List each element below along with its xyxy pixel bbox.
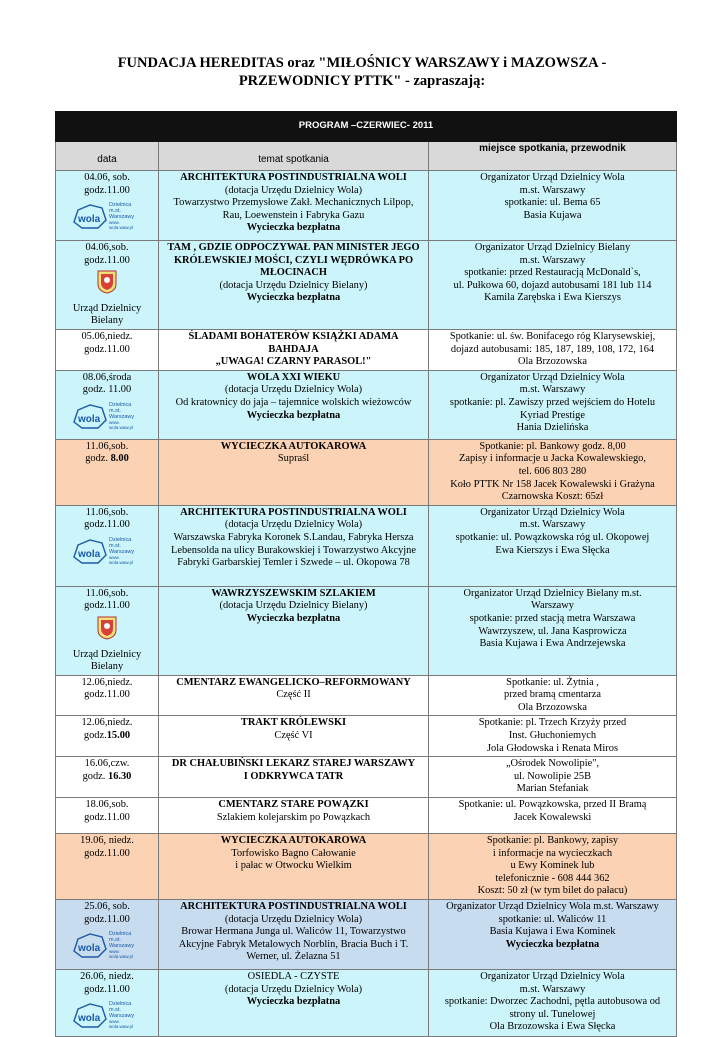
svg-text:Dzielnica: Dzielnica xyxy=(109,401,132,408)
wola-logo-icon xyxy=(71,199,143,231)
place-line: spotkanie: ul. Bema 65 xyxy=(504,197,601,209)
place-line: Hania Dzielińska xyxy=(516,422,589,434)
time-text xyxy=(58,453,156,466)
place-line: Inst. Głuchoniemych xyxy=(508,730,597,742)
table-row xyxy=(56,241,677,330)
topic-line: (dotacja Urzędu Dzielnicy Bielany) xyxy=(219,279,368,291)
table-row xyxy=(56,757,677,798)
topic-cell xyxy=(159,586,429,675)
topic-cell xyxy=(159,439,429,505)
topic-line: (dotacja Urzędu Dzielnicy Wola) xyxy=(224,519,363,531)
topic-line: Część VI xyxy=(274,730,313,742)
place-line: Organizator Urząd Dzielnicy Wola xyxy=(480,371,625,383)
place-cell xyxy=(429,675,677,716)
date-cell xyxy=(56,439,159,505)
topic-title: TAM , GDZIE ODPOCZYWAŁ PAN MINISTER JEGO xyxy=(167,242,420,253)
heading-line-1: FUNDACJA HEREDITAS oraz "MIŁOŚNICY WARSZAWY i MAZOWSZA - xyxy=(117,55,607,71)
topic-cell xyxy=(159,370,429,439)
topic-title: WAWRZYSZEWSKIM SZLAKIEM xyxy=(211,587,376,599)
place-line: Ewa Kierszys i Ewa Słęcka xyxy=(495,544,610,556)
place-cell xyxy=(429,241,677,330)
topic-line: (dotacja Urzędu Dzielnicy Bielany) xyxy=(219,600,368,612)
place-line: Jola Głodowska i Renata Miros xyxy=(486,742,619,754)
place-line: m.st. Warszawy xyxy=(519,184,586,196)
place-line: Marian Stefaniak xyxy=(516,783,589,795)
place-cell xyxy=(429,798,677,834)
place-line: spotkanie: ul. Powązkowska róg ul. Okopowej xyxy=(455,531,650,543)
bielany-coat-of-arms-icon xyxy=(97,616,117,640)
header-topic: temat spotkania xyxy=(159,142,429,171)
table-row xyxy=(56,370,677,439)
place-line: Zapisy i informacje u Jacka Kowalewskiego, xyxy=(459,453,646,465)
svg-text:wola.waw.pl: wola.waw.pl xyxy=(109,225,134,231)
table-row xyxy=(56,505,677,586)
time-text: godz.11.00 xyxy=(84,811,130,823)
svg-text:www.: www. xyxy=(109,419,120,425)
place-line: Ola Brzozowska xyxy=(518,701,587,713)
table-row xyxy=(56,900,677,970)
table-row xyxy=(56,834,677,900)
topic-cell xyxy=(159,798,429,834)
time-prefix: godz. xyxy=(85,453,111,465)
date-text: 05.06,niedz. xyxy=(81,330,133,342)
table-row xyxy=(56,439,677,505)
place-cell xyxy=(429,716,677,757)
topic-title: TRAKT KRÓLEWSKI xyxy=(240,717,347,729)
svg-text:Warszawy: Warszawy xyxy=(109,943,135,950)
date-text: 25.06, sob. xyxy=(84,901,130,912)
place-cell xyxy=(429,171,677,241)
place-line: telefonicznie - 608 444 362 xyxy=(495,872,610,884)
wola-logo-icon xyxy=(71,998,143,1030)
place-line: m.st. Warszawy xyxy=(519,384,586,396)
svg-text:m.st.: m.st. xyxy=(109,208,121,215)
date-cell xyxy=(56,900,159,970)
header-place: miejsce spotkania, przewodnik xyxy=(429,142,677,171)
place-line: m.st. Warszawy xyxy=(519,254,586,266)
svg-text:wola.waw.pl: wola.waw.pl xyxy=(109,559,134,565)
page-heading xyxy=(40,54,684,90)
date-cell xyxy=(56,716,159,757)
place-line: Ola Brzozowska i Ewa Słęcka xyxy=(489,1021,616,1033)
topic-title: WOLA XXI WIEKU xyxy=(246,371,341,383)
wola-logo-icon xyxy=(71,928,143,960)
date-cell xyxy=(56,757,159,798)
place-line: Organizator Urząd Dzielnicy Wola xyxy=(480,172,625,183)
banner-row xyxy=(56,112,677,142)
topic-cell xyxy=(159,757,429,798)
topic-title: CMENTARZ EWANGELICKO–REFORMOWANY xyxy=(176,676,411,688)
date-cell xyxy=(56,586,159,675)
topic-line: Fabryki Garbarskiej Temler i Szwede – ul. Okopowa 78 xyxy=(177,557,410,569)
topic-title: „UWAGA! CZARNY PARASOL!" xyxy=(215,356,372,368)
svg-text:Dzielnica: Dzielnica xyxy=(109,931,132,938)
svg-text:Warszawy: Warszawy xyxy=(109,1013,135,1020)
program-table xyxy=(55,111,677,1037)
svg-text:wola: wola xyxy=(78,413,101,425)
topic-line: (dotacja Urzędu Dzielnicy Wola) xyxy=(224,983,363,995)
topic-line: Część II xyxy=(276,689,311,701)
svg-text:wola.waw.pl: wola.waw.pl xyxy=(109,954,134,960)
place-line: m.st. Warszawy xyxy=(519,519,586,531)
topic-line: (dotacja Urzędu Dzielnicy Wola) xyxy=(224,384,363,396)
time-text: godz.11.00 xyxy=(84,519,130,531)
topic-line: Akcyjne Fabryk Metalowych Norblin, Bracia Buch i T. xyxy=(178,938,409,950)
topic-cell xyxy=(159,171,429,241)
topic-title: ARCHITEKTURA POSTINDUSTRIALNA WOLI xyxy=(180,901,407,912)
place-cell xyxy=(429,439,677,505)
svg-text:m.st.: m.st. xyxy=(109,1007,121,1014)
date-cell xyxy=(56,370,159,439)
topic-title: MŁOCINACH xyxy=(260,267,327,279)
program-banner: PROGRAM –CZERWIEC- 2011 xyxy=(56,112,677,142)
topic-cell xyxy=(159,834,429,900)
topic-title: I ODKRYWCA TATR xyxy=(243,770,344,782)
place-line: Warszawy xyxy=(530,600,574,612)
svg-text:Dzielnica: Dzielnica xyxy=(109,536,132,543)
topic-title: ŚLADAMI BOHATERÓW KSIĄŻKI ADAMA xyxy=(188,330,399,342)
topic-title: OSIEDLA - CZYSTE xyxy=(247,971,340,982)
place-cell xyxy=(429,757,677,798)
place-line: Spotkanie: pl. Bankowy, zapisy xyxy=(486,835,619,847)
date-text: 11.06,sob. xyxy=(85,440,129,452)
svg-text:www.: www. xyxy=(109,554,120,560)
topic-line: Od kratownicy do jaja – tajemnice wolskich wieżowców xyxy=(175,396,412,408)
place-line: Spotkanie: ul. Powązkowska, przed II Bramą xyxy=(458,799,647,811)
time-value: 15.00 xyxy=(106,730,131,742)
date-text: 04.06,sob. xyxy=(85,242,129,253)
free-trip-label: Wycieczka bezpłatna xyxy=(246,292,341,304)
topic-title: KRÓLEWSKIEJ MOŚCI, CZYLI WĘDRÓWKA PO xyxy=(173,254,414,266)
place-line: Organizator Urząd Dzielnicy Wola xyxy=(480,506,625,518)
topic-title: BAHDAJA xyxy=(268,343,319,355)
svg-text:wola: wola xyxy=(78,548,101,560)
time-text: godz.11.00 xyxy=(84,600,130,612)
svg-text:wola: wola xyxy=(78,943,101,955)
free-trip-label: Wycieczka bezpłatna xyxy=(505,938,600,950)
svg-text:www.: www. xyxy=(109,949,120,955)
topic-line: Lebensolda na ulicy Burakowskiej i Towarzystwo Akcyjne xyxy=(171,544,416,556)
svg-text:wola.waw.pl: wola.waw.pl xyxy=(109,1024,134,1030)
date-cell xyxy=(56,675,159,716)
topic-line: Towarzystwo Przemysłowe Zakł. Mechanicznych Lilpop, xyxy=(173,197,414,209)
place-line: spotkanie: ul. Waliców 11 xyxy=(498,913,607,925)
place-line: Czarnowska Koszt: 65zł xyxy=(501,491,604,503)
place-line: Kyriad Prestige xyxy=(520,409,585,421)
table-row xyxy=(56,586,677,675)
place-line: Organizator Urząd Dzielnicy Wola m.st. Warszawy xyxy=(446,901,659,912)
place-line: Basia Kujawa i Ewa Kominek xyxy=(489,926,616,938)
place-line: Basia Kujawa xyxy=(523,209,582,221)
bielany-coat-of-arms-icon xyxy=(97,270,117,294)
svg-text:www.: www. xyxy=(109,1019,120,1025)
time-value: 16.30 xyxy=(108,770,132,782)
table-row xyxy=(56,171,677,241)
place-line: strony ul. Tunelowej xyxy=(509,1008,596,1020)
topic-line: Torfowisko Bagno Całowanie xyxy=(231,847,356,859)
date-text: 18.06,sob. xyxy=(85,799,129,811)
date-text: 12.06,niedz. xyxy=(81,717,133,729)
place-line: Koło PTTK Nr 158 Jacek Kowalewski i Grażyna xyxy=(450,478,655,490)
date-cell xyxy=(56,834,159,900)
heading-line-2: PRZEWODNICY PTTK" - zapraszają: xyxy=(238,73,486,89)
office-text: Urząd Dzielnicy xyxy=(72,302,142,314)
svg-text:Warszawy: Warszawy xyxy=(109,548,135,555)
place-line: Spotkanie: pl. Trzech Krzyży przed xyxy=(478,717,627,729)
date-cell xyxy=(56,970,159,1037)
topic-title: DR CHAŁUBIŃSKI LEKARZ STAREJ WARSZAWY xyxy=(171,758,416,770)
time-prefix: godz. xyxy=(83,730,107,742)
place-cell xyxy=(429,834,677,900)
topic-title: CMENTARZ STARE POWĄZKI xyxy=(218,799,369,811)
table-row xyxy=(56,329,677,370)
place-line: Organizator Urząd Dzielnicy Bielany xyxy=(474,242,631,253)
svg-text:Warszawy: Warszawy xyxy=(109,413,135,420)
svg-text:Dzielnica: Dzielnica xyxy=(109,1001,132,1008)
date-text: 26.06, niedz. xyxy=(80,971,134,982)
place-cell xyxy=(429,900,677,970)
place-cell xyxy=(429,970,677,1037)
wola-logo-icon xyxy=(71,534,143,566)
time-prefix: godz. xyxy=(82,770,108,782)
topic-cell xyxy=(159,716,429,757)
svg-text:wola: wola xyxy=(78,214,101,226)
place-line: spotkanie: przed stacją metra Warszawa xyxy=(469,612,636,624)
date-text: 19.06, niedz. xyxy=(80,835,134,847)
place-line: Kamila Zarębska i Ewa Kierszys xyxy=(484,292,621,304)
date-text: 11.06,sob. xyxy=(85,587,129,599)
table-row xyxy=(56,675,677,716)
place-line: u Ewy Kominek lub xyxy=(510,860,595,872)
place-line: Organizator Urząd Dzielnicy Bielany m.st. xyxy=(463,587,642,599)
date-cell xyxy=(56,798,159,834)
svg-text:wola: wola xyxy=(78,1013,101,1025)
topic-cell xyxy=(159,970,429,1037)
date-text: 11.06,sob. xyxy=(85,506,129,518)
topic-title: ARCHITEKTURA POSTINDUSTRIALNA WOLI xyxy=(180,506,407,518)
time-text: godz.11.00 xyxy=(84,254,130,266)
topic-line: Szlakiem kolejarskim po Powązkach xyxy=(216,811,371,823)
topic-cell xyxy=(159,329,429,370)
free-trip-label: Wycieczka bezpłatna xyxy=(246,222,341,234)
time-text: godz.11.00 xyxy=(84,343,130,355)
topic-title: ARCHITEKTURA POSTINDUSTRIALNA WOLI xyxy=(180,172,407,183)
date-text: 12.06,niedz. xyxy=(81,676,133,688)
office-text: Urząd Dzielnicy xyxy=(72,648,142,660)
wola-logo-icon xyxy=(71,399,143,431)
topic-line: (dotacja Urzędu Dzielnicy Wola) xyxy=(224,184,363,196)
place-line: Spotkanie: ul. św. Bonifacego róg Klarysewskiej, xyxy=(449,330,656,342)
place-cell xyxy=(429,586,677,675)
free-trip-label: Wycieczka bezpłatna xyxy=(246,612,341,624)
place-line: Wawrzyszew, ul. Jana Kasprowicza xyxy=(478,625,627,637)
topic-cell xyxy=(159,241,429,330)
topic-title: WYCIECZKA AUTOKAROWA xyxy=(220,835,367,847)
place-cell xyxy=(429,329,677,370)
place-line: ul. Nowolipie 25B xyxy=(513,770,592,782)
table-row xyxy=(56,716,677,757)
place-line: spotkanie: przed Restauracją McDonald`s, xyxy=(464,267,641,279)
place-line: spotkanie: Dworzec Zachodni, pętla autobusowa od xyxy=(444,996,661,1008)
time-text: godz.11.00 xyxy=(84,913,130,925)
place-line: tel. 606 803 280 xyxy=(518,465,587,477)
svg-text:m.st.: m.st. xyxy=(109,542,121,549)
place-line: i informacje na wycieczkach xyxy=(492,847,613,859)
topic-line: Warszawska Fabryka Koronek S.Landau, Fabryka Hersza xyxy=(173,531,414,543)
svg-text:m.st.: m.st. xyxy=(109,937,121,944)
date-cell xyxy=(56,329,159,370)
time-text: godz.11.00 xyxy=(84,184,130,196)
topic-cell xyxy=(159,505,429,586)
place-line: spotkanie: pl. Zawiszy przed wejściem do Hotelu xyxy=(449,396,656,408)
date-cell xyxy=(56,505,159,586)
place-line: dojazd autobusami: 185, 187, 189, 108, 172, 164 xyxy=(450,343,655,355)
topic-cell xyxy=(159,900,429,970)
date-text: 16.06,czw. xyxy=(84,758,130,770)
topic-line: Rau, Loewenstein i Fabryka Gazu xyxy=(222,209,365,221)
place-cell xyxy=(429,505,677,586)
place-line: ul. Pułkowa 60, dojazd autobusami 181 lub 114 xyxy=(453,279,652,291)
topic-title: WYCIECZKA AUTOKAROWA xyxy=(220,440,367,452)
free-trip-label: Wycieczka bezpłatna xyxy=(246,409,341,421)
time-text: godz.11.00 xyxy=(84,847,130,859)
time-text: godz.11.00 xyxy=(84,983,130,995)
date-cell xyxy=(56,241,159,330)
time-text xyxy=(58,730,156,743)
date-cell xyxy=(56,171,159,241)
svg-text:www.: www. xyxy=(109,220,120,226)
place-line: „Ośrodek Nowolipie", xyxy=(505,758,600,770)
time-text: godz.11.00 xyxy=(84,689,130,701)
place-line: Basia Kujawa i Ewa Andrzejewska xyxy=(479,638,626,650)
svg-text:Dzielnica: Dzielnica xyxy=(109,202,132,209)
header-row xyxy=(56,142,677,171)
place-line: m.st. Warszawy xyxy=(519,983,586,995)
place-line: Spotkanie: ul. Żytnia , xyxy=(506,676,599,688)
table-row xyxy=(56,970,677,1037)
place-line: Koszt: 50 zł (w tym bilet do pałacu) xyxy=(477,885,628,897)
free-trip-label: Wycieczka bezpłatna xyxy=(246,996,341,1008)
time-value: 8.00 xyxy=(110,453,129,465)
svg-text:wola.waw.pl: wola.waw.pl xyxy=(109,424,134,430)
place-line: Ola Brzozowska xyxy=(518,356,587,368)
place-line: przed bramą cmentarza xyxy=(504,689,601,701)
office-text: Bielany xyxy=(90,315,124,327)
date-text: 04.06, sob. xyxy=(84,172,130,183)
date-text: 08.06,środa xyxy=(82,371,132,383)
time-text: godz. 11.00 xyxy=(82,384,132,396)
topic-line: i pałac w Otwocku Wielkim xyxy=(235,860,352,872)
topic-line: Supraśl xyxy=(277,453,310,465)
header-date: data xyxy=(56,142,159,171)
place-line: Spotkanie: pl. Bankowy godz. 8,00 xyxy=(479,440,626,452)
time-text xyxy=(58,771,156,784)
topic-line: Werner, ul. Żelazna 51 xyxy=(246,951,341,963)
office-text: Bielany xyxy=(90,661,124,673)
table-row xyxy=(56,798,677,834)
topic-cell xyxy=(159,675,429,716)
place-cell xyxy=(429,370,677,439)
topic-line: (dotacja Urzędu Dzielnicy Wola) xyxy=(224,913,363,925)
svg-text:m.st.: m.st. xyxy=(109,407,121,414)
place-line: Jacek Kowalewski xyxy=(513,811,592,823)
topic-line: Browar Hermana Junga ul. Waliców 11, Towarzystwo xyxy=(181,926,406,938)
place-line: Organizator Urząd Dzielnicy Wola xyxy=(480,971,625,982)
svg-text:Warszawy: Warszawy xyxy=(109,214,135,221)
